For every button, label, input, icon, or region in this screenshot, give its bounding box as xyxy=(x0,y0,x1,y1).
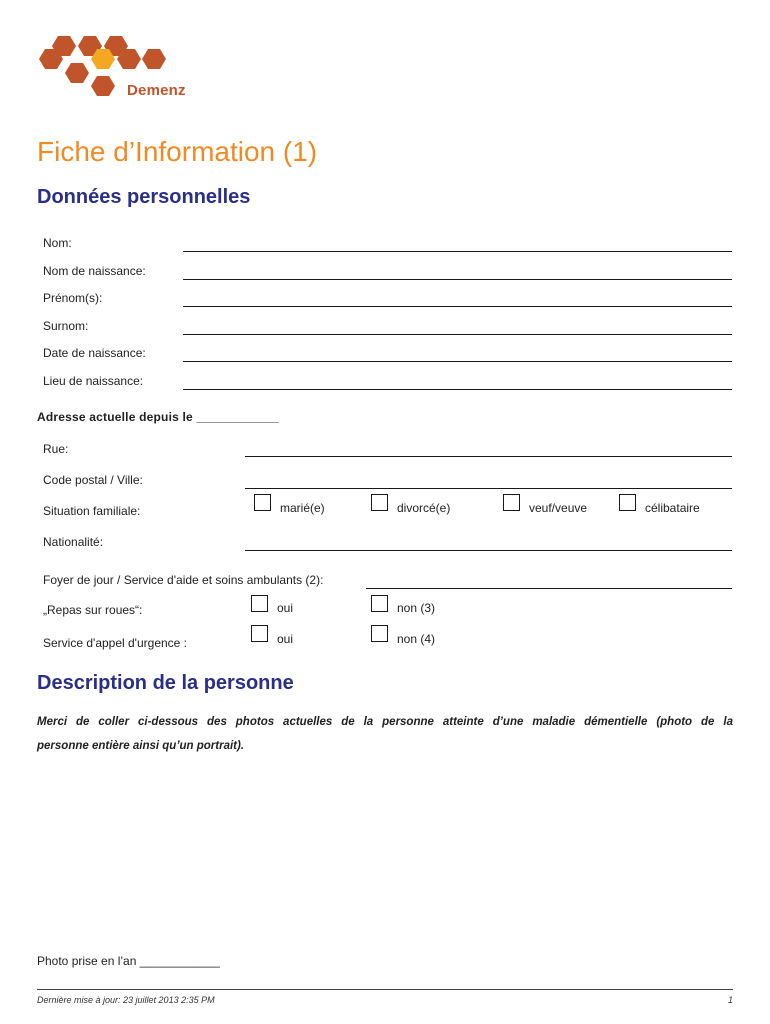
field-line-nationalite[interactable] xyxy=(245,550,732,551)
checkbox-appel-non[interactable] xyxy=(371,625,388,642)
field-line-surnom[interactable] xyxy=(183,334,732,335)
field-label-nom: Nom: xyxy=(43,236,72,250)
checkbox-repas-oui[interactable] xyxy=(251,595,268,612)
description-instructions xyxy=(37,710,733,758)
field-label-appel: Service d'appel d'urgence : xyxy=(43,636,188,650)
field-line-date-naissance[interactable] xyxy=(183,361,732,362)
field-line-foyer[interactable] xyxy=(366,588,732,589)
field-label-repas: „Repas sur roues“: xyxy=(43,603,143,617)
field-line-code-postal[interactable] xyxy=(245,488,732,489)
checkbox-appel-oui[interactable] xyxy=(251,625,268,642)
field-label-prenom: Prénom(s): xyxy=(43,291,103,305)
field-label-nationalite: Nationalité: xyxy=(43,535,104,549)
hex-tile xyxy=(65,63,89,83)
option-label-repas-non: non (3) xyxy=(397,601,436,615)
field-label-rue: Rue: xyxy=(43,442,69,456)
field-label-situation: Situation familiale: xyxy=(43,504,141,518)
field-line-prenom[interactable] xyxy=(183,306,732,307)
option-label-celibataire: célibataire xyxy=(645,501,700,515)
option-label-appel-oui: oui xyxy=(277,632,294,646)
field-label-surnom: Surnom: xyxy=(43,319,89,333)
option-label-divorce: divorcé(e) xyxy=(397,501,451,515)
description-line-2: personne entière ainsi qu’un portrait). xyxy=(37,740,245,752)
checkbox-marie[interactable] xyxy=(254,494,271,511)
photo-year-field: Photo prise en l’an ____________ xyxy=(37,954,220,968)
hex-tile xyxy=(91,76,115,96)
logo-wordmark: Demenz xyxy=(127,82,186,99)
field-line-nom-naissance[interactable] xyxy=(183,279,732,280)
field-label-date-naissance: Date de naissance: xyxy=(43,346,146,360)
field-line-nom[interactable] xyxy=(183,251,732,252)
page-title: Fiche d’Information (1) xyxy=(37,136,318,167)
option-label-veuf: veuf/veuve xyxy=(529,501,588,515)
field-label-code-postal: Code postal / Ville: xyxy=(43,473,143,487)
field-label-foyer: Foyer de jour / Service d'aide et soins ambulants (2): xyxy=(43,573,324,587)
hex-tile xyxy=(142,49,166,69)
footer-updated: Dernière mise à jour: 23 juillet 2013 2:35 PM xyxy=(37,995,215,1005)
footer-divider xyxy=(37,989,733,990)
option-label-repas-oui: oui xyxy=(277,601,294,615)
checkbox-veuf[interactable] xyxy=(503,494,520,511)
option-label-marie: marié(e) xyxy=(280,501,325,515)
field-line-rue[interactable] xyxy=(245,456,732,457)
section-heading-personal: Données personnelles xyxy=(37,186,251,208)
field-label-lieu-naissance: Lieu de naissance: xyxy=(43,374,144,388)
page-number: 1 xyxy=(728,995,734,1005)
checkbox-divorce[interactable] xyxy=(371,494,388,511)
description-line-1: Merci de coller ci-dessous des photos actuelles de la personne atteinte d’une maladie démentielle (photo de la xyxy=(37,716,733,728)
checkbox-celibataire[interactable] xyxy=(619,494,636,511)
option-label-appel-non: non (4) xyxy=(397,632,436,646)
field-line-lieu-naissance[interactable] xyxy=(183,389,732,390)
section-heading-description: Description de la personne xyxy=(37,672,294,694)
address-heading: Adresse actuelle depuis le ____________ xyxy=(37,410,279,424)
checkbox-repas-non[interactable] xyxy=(371,595,388,612)
field-label-nom-naissance: Nom de naissance: xyxy=(43,264,146,278)
